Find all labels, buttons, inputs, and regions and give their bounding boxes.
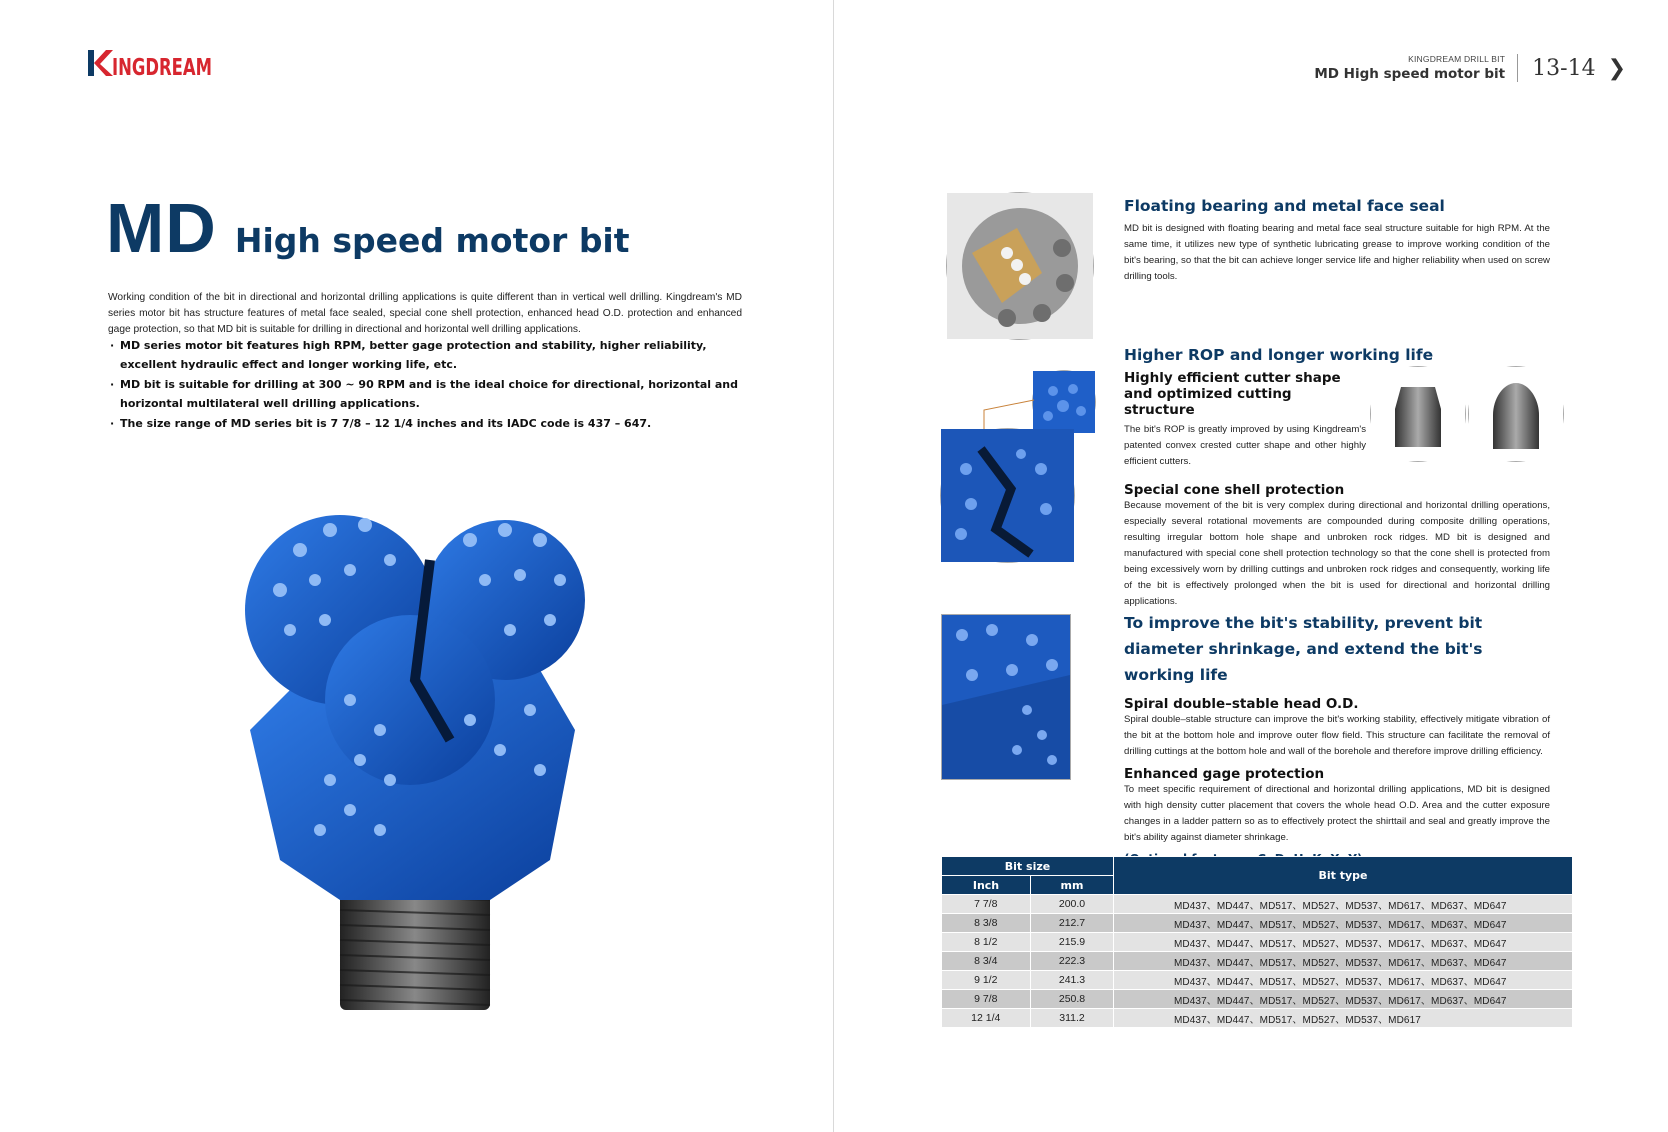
page-header (1314, 50, 1626, 86)
bearing-description: MD bit is designed with floating bearing and metal face seal structure suitable for high RPM. At the same time, it utilizes new type of synthetic lubricating grease to improve working condition of the bit's bearing, so that the bit can achieve longer service life and higher reliability when used on screw drilling tools. (1124, 223, 1550, 282)
table-row (942, 952, 1573, 971)
gage-protection-image (941, 614, 1071, 780)
table-row (942, 914, 1573, 933)
cell-mm: 212.7 (1031, 914, 1114, 933)
bearing-cutaway-image (946, 192, 1094, 340)
title-subtitle: High speed motor bit (234, 221, 630, 260)
cell-types: MD437、MD447、MD517、MD527、MD537、MD617、MD637、MD647 (1114, 895, 1573, 914)
page-divider (833, 0, 834, 1132)
section-title-rop: Higher ROP and longer working life (1124, 346, 1434, 364)
title-md: MD (106, 189, 217, 267)
cell-mm: 215.9 (1031, 933, 1114, 952)
cell-inch: 8 3/8 (942, 914, 1031, 933)
cell-inch: 9 7/8 (942, 990, 1031, 1009)
subtitle-cone-shell: Special cone shell protection (1124, 482, 1345, 498)
cell-mm: 250.8 (1031, 990, 1114, 1009)
cell-types: MD437、MD447、MD517、MD527、MD537、MD617、MD637、MD647 (1114, 952, 1573, 971)
cell-mm: 200.0 (1031, 895, 1114, 914)
table-row (942, 990, 1573, 1009)
table-row (942, 895, 1573, 914)
feature-item: · The size range of MD series bit is 7 7/8 – 12 1/4 inches and its IADC code is 437 – 647. (110, 415, 750, 434)
table-row (942, 971, 1573, 990)
cell-types: MD437、MD447、MD517、MD527、MD537、MD617、MD637、MD647 (1114, 933, 1573, 952)
spiral-head-description: Spiral double–stable structure can improve the bit's working stability, effectively mitigate vibration of the bit at the bottom hole and improve outer flow field. This structure can facilitate the removal of drilling cuttings at the bottom hole and wall of the borehole and therefore improve drilling efficiency. (1124, 714, 1550, 757)
page-title (106, 188, 630, 268)
cell-types: MD437、MD447、MD517、MD527、MD537、MD617、MD637、MD647 (1114, 914, 1573, 933)
cell-types: MD437、MD447、MD517、MD527、MD537、MD617 (1114, 1009, 1573, 1028)
bit-size-table (941, 856, 1573, 1028)
subtitle-cutter-shape: Highly efficient cutter shape and optimized cutting structure (1124, 370, 1341, 418)
cell-mm: 241.3 (1031, 971, 1114, 990)
cell-inch: 9 1/2 (942, 971, 1031, 990)
gage-protection-description: To meet specific requirement of directional and horizontal drilling applications, MD bit is designed with high density cutter placement that covers the whole head O.D. Area and the cutter exposure changes in a ladder pattern so as to effectively protect the shirttail and seal and greatly improve the bit's ability against diameter shrinkage. (1124, 784, 1550, 843)
subtitle-gage-protection: Enhanced gage protection (1124, 766, 1325, 782)
cell-mm: 311.2 (1031, 1009, 1114, 1028)
header-brand-label: KINGDREAM DRILL BIT (1408, 54, 1506, 64)
cone-shell-image (940, 428, 1075, 563)
header-bit-type: Bit type (1114, 857, 1573, 895)
feature-item: · MD bit is suitable for drilling at 300 ~ 90 RPM and is the ideal choice for directional, horizontal and horizontal multilateral well drilling applications. (110, 376, 750, 413)
header-text (1314, 54, 1518, 82)
feature-list (110, 337, 750, 436)
feature-item: · MD series motor bit features high RPM, better gage protection and stability, higher reliability, excellent hydraulic effect and longer working life, etc. (110, 337, 750, 374)
cell-inch: 12 1/4 (942, 1009, 1031, 1028)
cell-types: MD437、MD447、MD517、MD527、MD537、MD617、MD637、MD647 (1114, 971, 1573, 990)
rop-cutter-block (1124, 370, 1366, 470)
cell-inch: 8 3/4 (942, 952, 1031, 971)
section-title-stability: To improve the bit's stability, prevent bit diameter shrinkage, and extend the bit's working life (1124, 614, 1483, 684)
table-row (942, 933, 1573, 952)
section-bearing (1124, 195, 1550, 285)
kingdream-logo (86, 46, 216, 80)
cutter-shape-description: The bit's ROP is greatly improved by using Kingdream's patented convex crested cutter shape and other highly efficient cutters. (1124, 424, 1366, 467)
header-title: MD High speed motor bit (1314, 66, 1506, 82)
cone-shell-description: Because movement of the bit is very complex during directional and horizontal drilling operations, especially several rotational movements are compounded during composite drilling operations, resulting irregular bottom hole shape and unbroken rock ridges. MD bit is designed and manufactured with special cone shell protection technology so that the cone shell is protected from being excessively worn by drilling cuttings and unbroken rock ridges and consequently, working life of the bit is effectively prolonged when the bit is used for directional and horizontal drilling applications. (1124, 500, 1550, 607)
drill-bit-image (240, 480, 610, 1030)
section-stability (1124, 610, 1550, 866)
cell-inch: 7 7/8 (942, 895, 1031, 914)
intro-paragraph: Working condition of the bit in directional and horizontal drilling applications is quite different than in vertical well drilling. Kingdream's MD series motor bit has structure features of metal face sealed, special cone shell protection, enhanced head O.D. protection and enhanced gage protection, so that MD bit is suitable for drilling in directional and horizontal well drilling applications. (108, 292, 742, 336)
chevron-right-icon[interactable]: ❯ (1607, 55, 1626, 81)
cutter-closeup-image (1032, 370, 1096, 434)
header-inch: Inch (942, 876, 1031, 895)
header-bit-size: Bit size (942, 857, 1114, 876)
table-row (942, 1009, 1573, 1028)
section-rop (1124, 344, 1550, 610)
subtitle-spiral-head: Spiral double–stable head O.D. (1124, 696, 1359, 712)
svg-text:INGDREAM: INGDREAM (112, 55, 212, 81)
section-title-bearing: Floating bearing and metal face seal (1124, 197, 1445, 215)
cell-types: MD437、MD447、MD517、MD527、MD537、MD617、MD637、MD647 (1114, 990, 1573, 1009)
cell-mm: 222.3 (1031, 952, 1114, 971)
page-numbers: 13-14 (1532, 55, 1596, 81)
cell-inch: 8 1/2 (942, 933, 1031, 952)
header-mm: mm (1031, 876, 1114, 895)
